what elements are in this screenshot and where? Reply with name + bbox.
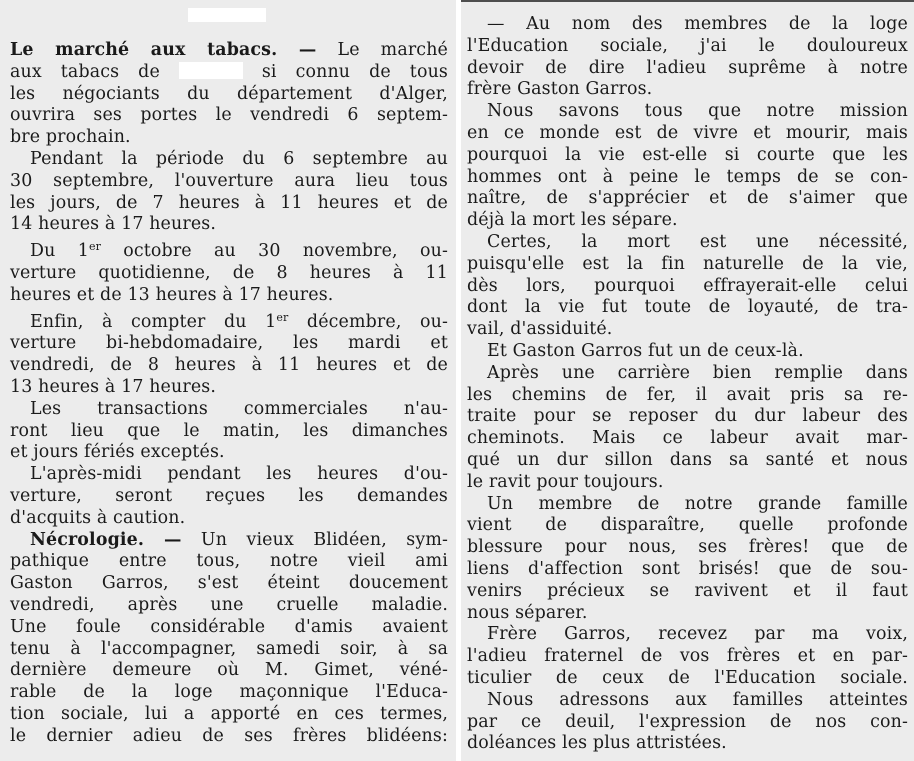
text-line: puisqu'elle est la fin naturelle de la vie, — [467, 253, 908, 274]
text-line: bre prochain. — [10, 127, 131, 148]
article-heading-tabacs: Le marché aux tabacs. — — [10, 40, 317, 60]
text-line: liens d'affection sont brisés! que de sou- — [467, 558, 908, 579]
text-line: vendredi, après une cruelle maladie. — [10, 594, 448, 615]
text-line: Du 1er octobre au 30 novembre, ou- — [30, 240, 448, 262]
redaction-mask-place — [179, 62, 243, 79]
text-line: le dernier adieu de ses frères blidéens: — [10, 725, 448, 746]
text-line: Les transactions commerciales n'au- — [30, 398, 448, 419]
article-necrologie — [10, 530, 448, 748]
text-line: doléances les plus attristées. — [467, 733, 727, 754]
text-line: verture, seront reçues les demandes — [10, 485, 448, 506]
text-line: vient de disparaître, quelle profonde — [467, 515, 908, 536]
text-line: — Au nom des membres de la loge — [487, 14, 908, 34]
text-line: Le marché aux tabacs. — Le marché — [10, 40, 448, 60]
text-line: venirs précieux se ravivent et il faut — [467, 580, 908, 601]
text-line: 30 septembre, l'ouverture aura lieu tous — [10, 170, 448, 191]
text-line: le ravit pour toujours. — [467, 471, 664, 492]
text-line: déjà la mort les sépare. — [467, 210, 678, 231]
text-line: Frère Garros, recevez par ma voix, — [487, 624, 908, 645]
right-column — [461, 0, 914, 761]
text-line: Enfin, à compter du 1er décembre, ou- — [30, 310, 448, 332]
text-line: Un membre de notre grande famille — [487, 493, 908, 514]
text-line: Et Gaston Garros fut un de ceux-là. — [487, 340, 804, 361]
text-line: naître, de s'apprécier et de s'aimer que — [467, 188, 908, 209]
redaction-mask-top — [188, 8, 266, 22]
text-line: devoir de dire l'adieu suprême à notre — [467, 57, 908, 78]
text-line: qué un dur sillon dans sa santé et nous — [467, 449, 908, 470]
text-line: ticulier de ceux de l'Education sociale. — [467, 667, 908, 688]
text-line: cheminots. Mais ce labeur avait mar- — [467, 428, 908, 449]
text-line: les négociants du département d'Alger, — [10, 83, 448, 104]
text-line: en ce monde est de vivre et mourir, mais — [467, 122, 908, 143]
article-tabacs — [10, 40, 448, 530]
text-line: rable de la loge maçonnique l'Educa- — [10, 682, 448, 703]
eulogy-text — [467, 14, 908, 755]
text-line: dernière demeure où M. Gimet, véné- — [10, 660, 448, 681]
article-heading-necrologie: Nécrologie. — — [30, 529, 182, 550]
text-line: frère Gaston Garros. — [467, 79, 653, 100]
text-line: dont la vie fut toute de loyauté, de tra- — [467, 297, 908, 318]
text-line: Gaston Garros, s'est éteint doucement — [10, 573, 448, 594]
text-line: verture bi-hebdomadaire, les mardi et — [10, 333, 448, 354]
text-line: nous séparer. — [467, 602, 588, 623]
text-line: Nous adressons aux familles atteintes — [487, 689, 908, 710]
text-line: l'adieu fraternel de vos frères et en par- — [467, 646, 908, 667]
text-line: traite pour se reposer du dur labeur des — [467, 406, 908, 427]
text-line: Après une carrière bien remplie dans — [487, 362, 908, 383]
text-line: vail, d'assiduité. — [467, 319, 613, 340]
left-column — [0, 0, 456, 761]
text-line: d'acquits à caution. — [10, 507, 186, 528]
text-line: vendredi, de 8 heures à 11 heures et de — [10, 355, 448, 376]
text-line: par ce deuil, l'expression de nos con- — [467, 711, 908, 732]
text-line: ront lieu que le matin, les dimanches — [10, 420, 448, 441]
text-line: heures et de 13 heures à 17 heures. — [10, 284, 334, 305]
text-line: aux tabacs de si connu de tous — [10, 61, 448, 82]
text-line: Une foule considérable d'amis avaient — [10, 616, 448, 637]
text-line: Nécrologie. — Un vieux Blidéen, sym- — [30, 529, 448, 550]
text-line: Nous savons tous que notre mission — [487, 101, 908, 122]
text-line: L'après-midi pendant les heures d'ou- — [30, 464, 448, 485]
text-line: 14 heures à 17 heures. — [10, 214, 217, 235]
text-line: tenu à l'accompagner, samedi soir, à sa — [10, 638, 448, 659]
text-line: ouvrira ses portes le vendredi 6 septem- — [10, 105, 448, 126]
clipped-line-top — [461, 0, 914, 2]
text-line: dès lors, pourquoi effrayerait-elle celui — [467, 275, 908, 296]
text-line: Certes, la mort est une nécessité, — [487, 231, 908, 252]
text-line: Pendant la période du 6 septembre au — [30, 148, 448, 169]
text-line: les chemins de fer, il avait pris sa re- — [467, 384, 908, 405]
text-line: les jours, de 7 heures à 11 heures et de — [10, 192, 448, 213]
text-line: blessure pour nous, ses frères! que de — [467, 537, 908, 558]
text-line: tion sociale, lui a apporté en ces termes, — [10, 703, 448, 724]
text-line: pourquoi la vie est-elle si courte que les — [467, 144, 908, 165]
text-line: verture quotidienne, de 8 heures à 11 — [10, 262, 448, 283]
text-line: pathique entre tous, notre vieil ami — [10, 551, 448, 572]
text-line: 13 heures à 17 heures. — [10, 376, 217, 397]
text-line: hommes ont à peine le temps de se con- — [467, 166, 908, 187]
text-line: l'Education sociale, j'ai le douloureux — [467, 35, 908, 56]
text-line: et jours fériés exceptés. — [10, 442, 225, 463]
